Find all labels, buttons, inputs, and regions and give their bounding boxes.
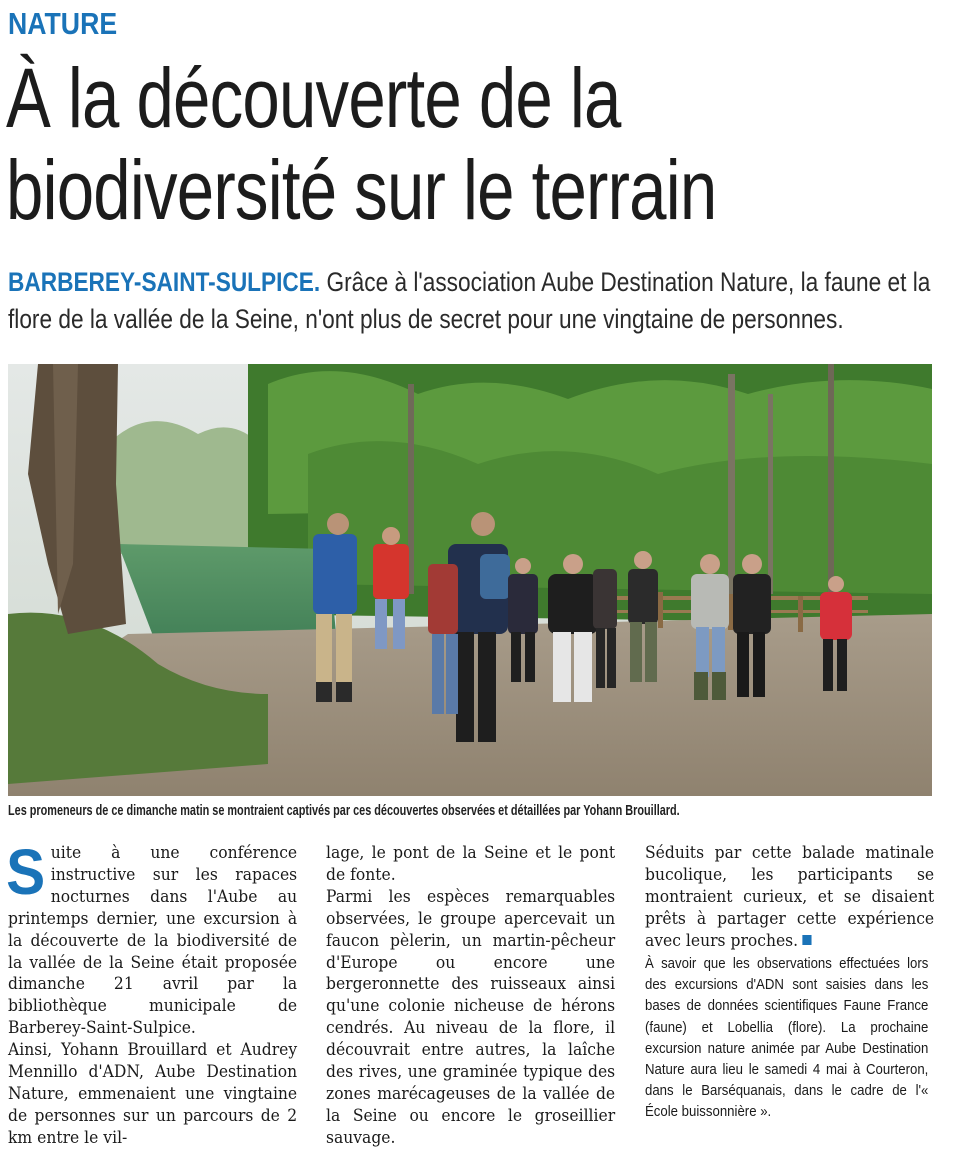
body-paragraph: Ainsi, Yohann Brouillard et Audrey Mennillo d'ADN, Aube Destination Nature, emmenaient une vingtaine de personnes sur un parcours de 2 km entre le vil- bbox=[8, 1040, 298, 1148]
end-of-article-mark bbox=[803, 935, 812, 945]
section-kicker: NATURE bbox=[8, 6, 118, 41]
body-column-1 bbox=[6, 836, 298, 1150]
body-paragraph: lage, le pont de la Seine et le pont de fonte. bbox=[326, 843, 616, 885]
headline-line-2: biodiversité sur le terrain bbox=[6, 143, 717, 237]
body-paragraph: Parmi les espèces remarquables observées, le groupe apercevait un faucon pèlerin, un martin-pêcheur d'Europe ou encore une bergeronnette des ruisseaux ainsi qu'une colonie nicheuse de hérons cendrés. Au niveau de la flore, il découvrait entre autres, la laîche des rives, une graminée typique des zones marécageuses de la vallée de la Seine ou encore le groseillier sauvage. bbox=[326, 886, 616, 1148]
info-text: À savoir que les observations effectuées lors des excursions d'ADN sont saisies dans les bases de données scientifiques Faune France (faune) et Lobellia (flore). La prochaine excursion nature animée par Aube Destination Nature aura lieu le samedi 4 mai à Courteron, dans le Barséquanais, dans le cadre de l'« École buissonnière ». bbox=[645, 955, 929, 1121]
body-column-2 bbox=[326, 843, 615, 1150]
photo-caption: Les promeneurs de ce dimanche matin se montraient captivés par ces découvertes observées et détaillées par Yohann Brouillard. bbox=[8, 803, 680, 819]
closing-text: Séduits par cette balade matinale bucolique, les participants se montraient curieux, et se disaient prêts à partager cette expérience avec leurs proches. bbox=[645, 843, 935, 951]
headline bbox=[6, 52, 886, 236]
body-column-3 bbox=[645, 843, 934, 953]
lead-paragraph bbox=[8, 264, 936, 338]
headline-line-1: À la découverte de la bbox=[6, 51, 621, 145]
body-paragraph: uite à une conférence instructive sur les rapaces nocturnes dans l'Aube au printemps dernier, une excursion à la découverte de la biodiversité de la vallée de la Seine était proposée dimanche 21 avril par la bibliothèque municipale de Barberey-Saint-Sulpice. bbox=[8, 843, 298, 1039]
article-photo bbox=[8, 364, 932, 796]
drop-cap: S bbox=[6, 836, 46, 908]
lead-text: Grâce à l'association Aube Destination Nature, la faune et la flore de la vallée de la Seine, n'ont plus de secret pour une vingtaine de personnes. bbox=[8, 267, 931, 334]
body-paragraph bbox=[645, 843, 934, 953]
lead-place: BARBEREY-SAINT-SULPICE. bbox=[8, 267, 321, 297]
info-box bbox=[645, 953, 928, 1123]
